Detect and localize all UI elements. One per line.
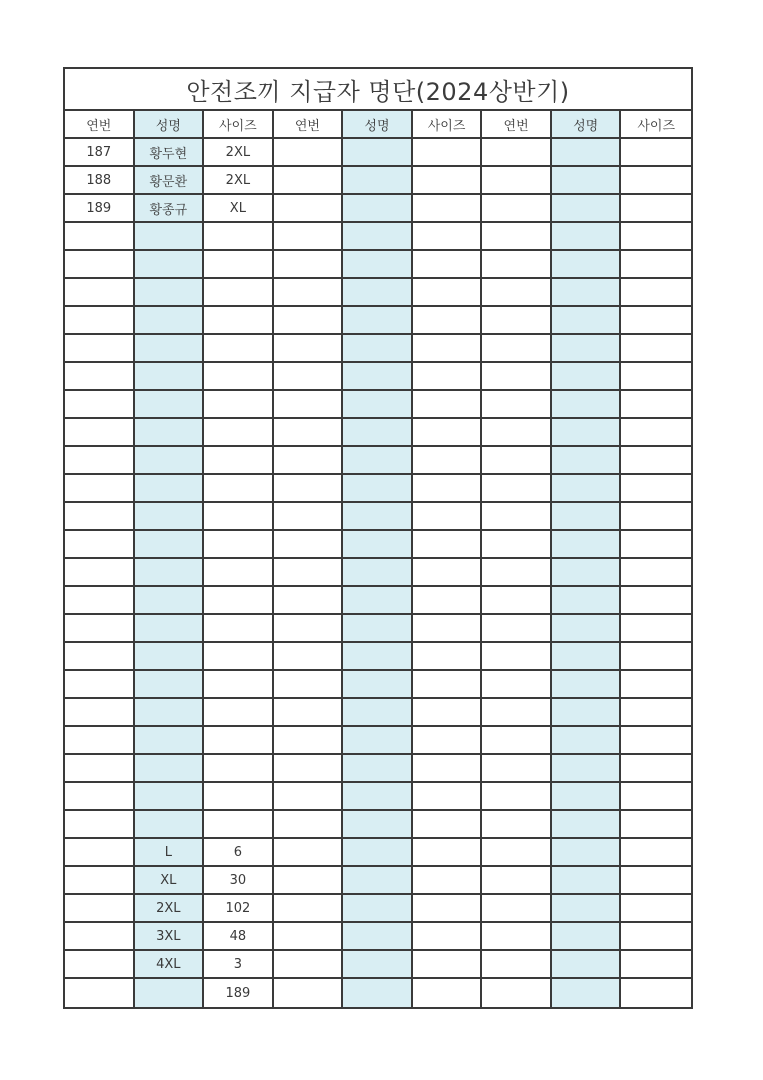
table-cell xyxy=(621,503,691,531)
table-cell xyxy=(552,195,622,223)
table-cell xyxy=(274,419,344,447)
table-cell xyxy=(482,727,552,755)
table-cell xyxy=(482,587,552,615)
table-cell xyxy=(552,867,622,895)
table-cell xyxy=(621,559,691,587)
table-cell xyxy=(621,419,691,447)
table-cell xyxy=(482,447,552,475)
table-cell xyxy=(204,755,274,783)
table-cell xyxy=(413,559,483,587)
table-cell xyxy=(343,279,413,307)
table-cell xyxy=(413,587,483,615)
table-cell xyxy=(482,195,552,223)
table-cell xyxy=(482,363,552,391)
table-cell xyxy=(274,979,344,1007)
table-cell xyxy=(274,363,344,391)
table-cell xyxy=(135,615,205,643)
table-cell xyxy=(413,895,483,923)
table-cell xyxy=(552,951,622,979)
record-number: 189 xyxy=(65,195,135,223)
table-cell xyxy=(343,167,413,195)
table-cell xyxy=(343,531,413,559)
table-cell xyxy=(552,727,622,755)
table-cell xyxy=(65,923,135,951)
table-cell xyxy=(135,643,205,671)
table-cell xyxy=(65,867,135,895)
table-cell xyxy=(65,419,135,447)
table-cell xyxy=(552,223,622,251)
table-cell xyxy=(135,391,205,419)
table-cell xyxy=(621,727,691,755)
table-cell xyxy=(413,503,483,531)
table-cell xyxy=(621,279,691,307)
table-cell xyxy=(482,951,552,979)
summary-size: 4XL xyxy=(135,951,205,979)
table-cell xyxy=(343,251,413,279)
table-cell xyxy=(135,363,205,391)
table-cell xyxy=(204,671,274,699)
table-cell xyxy=(621,251,691,279)
table-cell xyxy=(135,531,205,559)
table-cell xyxy=(621,951,691,979)
table-cell xyxy=(274,167,344,195)
table-cell xyxy=(482,391,552,419)
table-cell xyxy=(204,643,274,671)
table-cell xyxy=(65,783,135,811)
table-cell xyxy=(413,615,483,643)
table-cell xyxy=(204,475,274,503)
table-cell xyxy=(621,363,691,391)
column-header: 성명 xyxy=(552,111,622,139)
table-cell xyxy=(621,979,691,1007)
table-cell xyxy=(621,223,691,251)
column-header: 연번 xyxy=(482,111,552,139)
roster-grid xyxy=(65,111,691,1007)
table-cell xyxy=(621,447,691,475)
table-cell xyxy=(65,587,135,615)
table-cell xyxy=(413,307,483,335)
table-cell xyxy=(65,307,135,335)
table-cell xyxy=(482,223,552,251)
table-cell xyxy=(204,727,274,755)
table-cell xyxy=(621,643,691,671)
table-cell xyxy=(552,811,622,839)
summary-count: 6 xyxy=(204,839,274,867)
table-cell xyxy=(274,531,344,559)
table-title: 안전조끼 지급자 명단(2024상반기) xyxy=(65,69,691,111)
table-cell xyxy=(621,755,691,783)
table-cell xyxy=(204,531,274,559)
table-cell xyxy=(65,279,135,307)
table-cell xyxy=(135,559,205,587)
record-name: 황두현 xyxy=(135,139,205,167)
table-cell xyxy=(274,447,344,475)
table-cell xyxy=(274,727,344,755)
table-cell xyxy=(343,951,413,979)
table-cell xyxy=(413,335,483,363)
table-cell xyxy=(621,335,691,363)
table-cell xyxy=(65,503,135,531)
table-cell xyxy=(204,419,274,447)
table-cell xyxy=(482,307,552,335)
table-cell xyxy=(621,531,691,559)
table-cell xyxy=(482,811,552,839)
table-cell xyxy=(413,699,483,727)
table-cell xyxy=(343,755,413,783)
table-cell xyxy=(343,335,413,363)
table-cell xyxy=(135,755,205,783)
table-cell xyxy=(552,279,622,307)
table-cell xyxy=(204,391,274,419)
table-cell xyxy=(274,867,344,895)
table-cell xyxy=(274,587,344,615)
record-number: 187 xyxy=(65,139,135,167)
table-cell xyxy=(413,839,483,867)
record-size: XL xyxy=(204,195,274,223)
table-cell xyxy=(413,419,483,447)
table-cell xyxy=(552,559,622,587)
table-cell xyxy=(552,839,622,867)
table-cell xyxy=(274,895,344,923)
table-cell xyxy=(274,615,344,643)
table-cell xyxy=(135,503,205,531)
table-cell xyxy=(343,783,413,811)
table-cell xyxy=(621,783,691,811)
table-cell xyxy=(135,475,205,503)
table-cell xyxy=(552,699,622,727)
table-cell xyxy=(343,811,413,839)
table-cell xyxy=(552,391,622,419)
table-cell xyxy=(413,951,483,979)
table-cell xyxy=(135,419,205,447)
table-cell xyxy=(274,139,344,167)
record-name: 황문환 xyxy=(135,167,205,195)
table-cell xyxy=(65,363,135,391)
table-cell xyxy=(413,755,483,783)
table-cell xyxy=(413,391,483,419)
table-cell xyxy=(274,559,344,587)
table-cell xyxy=(482,783,552,811)
table-cell xyxy=(621,587,691,615)
table-cell xyxy=(482,643,552,671)
table-cell xyxy=(343,699,413,727)
table-cell xyxy=(135,979,205,1007)
table-cell xyxy=(621,475,691,503)
table-cell xyxy=(482,251,552,279)
table-cell xyxy=(274,783,344,811)
table-cell xyxy=(343,139,413,167)
table-cell xyxy=(65,447,135,475)
table-cell xyxy=(204,503,274,531)
table-cell xyxy=(552,251,622,279)
table-cell xyxy=(621,895,691,923)
table-cell xyxy=(413,783,483,811)
table-cell xyxy=(274,391,344,419)
table-cell xyxy=(552,363,622,391)
table-cell xyxy=(135,671,205,699)
summary-count: 48 xyxy=(204,923,274,951)
table-cell xyxy=(552,587,622,615)
table-cell xyxy=(621,867,691,895)
table-cell xyxy=(413,727,483,755)
table-cell xyxy=(552,139,622,167)
table-cell xyxy=(343,223,413,251)
table-cell xyxy=(343,503,413,531)
table-cell xyxy=(204,223,274,251)
table-cell xyxy=(413,811,483,839)
table-cell xyxy=(204,783,274,811)
table-cell xyxy=(413,923,483,951)
table-cell xyxy=(621,307,691,335)
table-cell xyxy=(482,167,552,195)
table-cell xyxy=(65,951,135,979)
table-cell xyxy=(343,587,413,615)
summary-count: 102 xyxy=(204,895,274,923)
table-cell xyxy=(552,895,622,923)
table-cell xyxy=(204,615,274,643)
table-cell xyxy=(274,643,344,671)
summary-count: 30 xyxy=(204,867,274,895)
table-cell xyxy=(65,671,135,699)
table-cell xyxy=(204,307,274,335)
record-number: 188 xyxy=(65,167,135,195)
table-cell xyxy=(343,363,413,391)
table-cell xyxy=(65,531,135,559)
table-cell xyxy=(482,335,552,363)
table-cell xyxy=(413,979,483,1007)
table-cell xyxy=(482,839,552,867)
table-cell xyxy=(552,419,622,447)
table-cell xyxy=(343,643,413,671)
table-cell xyxy=(482,615,552,643)
table-cell xyxy=(274,839,344,867)
table-cell xyxy=(135,335,205,363)
table-cell xyxy=(413,671,483,699)
table-cell xyxy=(621,671,691,699)
column-header: 연번 xyxy=(274,111,344,139)
table-cell xyxy=(204,335,274,363)
table-cell xyxy=(274,475,344,503)
table-cell xyxy=(552,335,622,363)
table-cell xyxy=(621,167,691,195)
table-cell xyxy=(204,279,274,307)
summary-size: 3XL xyxy=(135,923,205,951)
table-cell xyxy=(552,615,622,643)
table-cell xyxy=(552,783,622,811)
table-cell xyxy=(552,307,622,335)
table-cell xyxy=(65,643,135,671)
table-cell xyxy=(65,615,135,643)
column-header: 성명 xyxy=(343,111,413,139)
table-cell xyxy=(482,979,552,1007)
table-cell xyxy=(274,251,344,279)
table-cell xyxy=(343,839,413,867)
summary-size: L xyxy=(135,839,205,867)
column-header: 사이즈 xyxy=(413,111,483,139)
table-cell xyxy=(482,755,552,783)
table-cell xyxy=(552,979,622,1007)
table-cell xyxy=(65,559,135,587)
record-name: 황종규 xyxy=(135,195,205,223)
table-cell xyxy=(135,727,205,755)
table-cell xyxy=(204,587,274,615)
table-cell xyxy=(482,279,552,307)
table-cell xyxy=(274,755,344,783)
table-cell xyxy=(65,839,135,867)
table-cell xyxy=(343,615,413,643)
table-cell xyxy=(413,447,483,475)
table-cell xyxy=(482,559,552,587)
table-cell xyxy=(482,139,552,167)
table-cell xyxy=(65,699,135,727)
table-cell xyxy=(621,839,691,867)
table-cell xyxy=(274,671,344,699)
table-cell xyxy=(343,867,413,895)
table-cell xyxy=(343,475,413,503)
table-cell xyxy=(482,867,552,895)
table-cell xyxy=(204,251,274,279)
table-cell xyxy=(65,895,135,923)
table-cell xyxy=(552,923,622,951)
table-cell xyxy=(274,923,344,951)
table-cell xyxy=(482,671,552,699)
table-cell xyxy=(343,671,413,699)
table-cell xyxy=(413,363,483,391)
table-cell xyxy=(413,195,483,223)
table-cell xyxy=(274,195,344,223)
table-cell xyxy=(274,503,344,531)
table-cell xyxy=(135,447,205,475)
table-cell xyxy=(65,979,135,1007)
table-cell xyxy=(413,251,483,279)
column-header: 사이즈 xyxy=(621,111,691,139)
table-cell xyxy=(343,447,413,475)
table-cell xyxy=(204,811,274,839)
table-cell xyxy=(621,811,691,839)
table-cell xyxy=(65,223,135,251)
table-cell xyxy=(135,251,205,279)
table-cell xyxy=(482,895,552,923)
table-cell xyxy=(65,335,135,363)
table-cell xyxy=(621,615,691,643)
table-cell xyxy=(413,531,483,559)
table-cell xyxy=(65,727,135,755)
table-cell xyxy=(135,279,205,307)
table-cell xyxy=(135,223,205,251)
table-cell xyxy=(274,811,344,839)
table-cell xyxy=(343,195,413,223)
table-cell xyxy=(343,979,413,1007)
summary-size: 2XL xyxy=(135,895,205,923)
table-cell xyxy=(552,503,622,531)
table-cell xyxy=(552,643,622,671)
table-cell xyxy=(135,811,205,839)
table-cell xyxy=(621,391,691,419)
table-cell xyxy=(65,391,135,419)
table-cell xyxy=(552,167,622,195)
table-cell xyxy=(413,167,483,195)
table-cell xyxy=(274,335,344,363)
table-cell xyxy=(413,475,483,503)
roster-table xyxy=(63,67,693,1009)
table-cell xyxy=(343,307,413,335)
table-cell xyxy=(274,223,344,251)
table-cell xyxy=(621,139,691,167)
table-cell xyxy=(482,923,552,951)
table-cell xyxy=(204,447,274,475)
table-cell xyxy=(621,699,691,727)
record-size: 2XL xyxy=(204,167,274,195)
table-cell xyxy=(621,923,691,951)
table-cell xyxy=(482,531,552,559)
table-cell xyxy=(413,139,483,167)
table-cell xyxy=(274,307,344,335)
table-cell xyxy=(343,895,413,923)
table-cell xyxy=(65,755,135,783)
table-cell xyxy=(135,783,205,811)
summary-size: XL xyxy=(135,867,205,895)
table-cell xyxy=(482,699,552,727)
column-header: 사이즈 xyxy=(204,111,274,139)
table-cell xyxy=(552,475,622,503)
table-cell xyxy=(413,223,483,251)
table-cell xyxy=(343,391,413,419)
table-cell xyxy=(552,531,622,559)
table-cell xyxy=(135,307,205,335)
table-cell xyxy=(482,503,552,531)
table-cell xyxy=(274,951,344,979)
summary-total: 189 xyxy=(204,979,274,1007)
table-cell xyxy=(135,699,205,727)
table-cell xyxy=(343,559,413,587)
column-header: 성명 xyxy=(135,111,205,139)
record-size: 2XL xyxy=(204,139,274,167)
table-cell xyxy=(552,447,622,475)
table-cell xyxy=(413,643,483,671)
column-header: 연번 xyxy=(65,111,135,139)
table-cell xyxy=(552,755,622,783)
table-cell xyxy=(343,419,413,447)
table-cell xyxy=(343,923,413,951)
table-cell xyxy=(65,811,135,839)
table-cell xyxy=(135,587,205,615)
table-cell xyxy=(621,195,691,223)
table-cell xyxy=(274,279,344,307)
table-cell xyxy=(482,419,552,447)
table-cell xyxy=(204,699,274,727)
table-cell xyxy=(274,699,344,727)
table-cell xyxy=(65,251,135,279)
table-cell xyxy=(482,475,552,503)
summary-count: 3 xyxy=(204,951,274,979)
table-cell xyxy=(65,475,135,503)
table-cell xyxy=(413,279,483,307)
table-cell xyxy=(204,559,274,587)
table-cell xyxy=(413,867,483,895)
table-cell xyxy=(552,671,622,699)
table-cell xyxy=(343,727,413,755)
table-cell xyxy=(204,363,274,391)
